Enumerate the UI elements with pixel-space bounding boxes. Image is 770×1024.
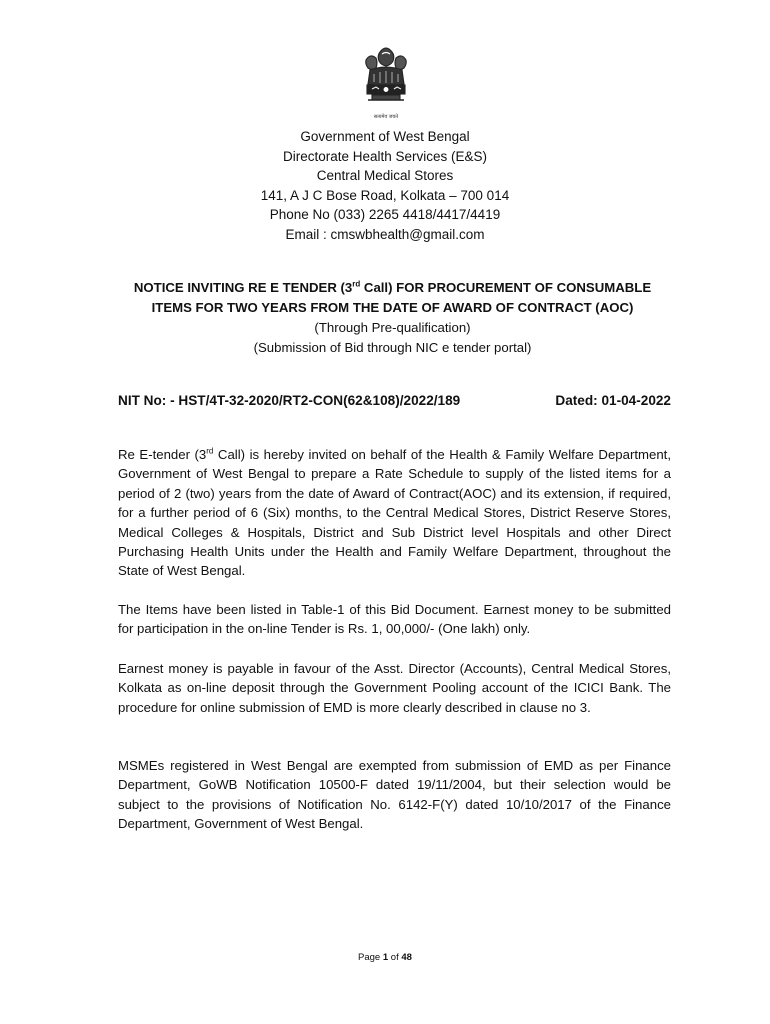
title-part-2: Call) FOR PROCUREMENT OF CONSUMABLE <box>360 280 652 295</box>
title-subtitle-submission: (Submission of Bid through NIC e tender portal) <box>253 340 532 355</box>
office-email: Email : cmswbhealth@gmail.com <box>285 226 485 242</box>
title-ordinal-suffix: rd <box>352 279 361 289</box>
title-subtitle-prequalification: (Through Pre-qualification) <box>314 320 471 335</box>
state-emblem-lion-capital-icon <box>358 42 414 124</box>
office-name: Central Medical Stores <box>316 168 454 184</box>
page-label: Page <box>358 952 381 963</box>
paragraph-items-earnest-money: The Items have been listed in Table-1 of this Bid Document. Earnest money to be submitted for participation in the on-line Tender is Rs. 1, 00,000/- (One lakh) only. <box>118 602 671 637</box>
emblem-motto: सत्यमेव जयते <box>373 114 399 120</box>
government-name: Government of West Bengal <box>300 129 470 144</box>
current-page-number: 1 <box>382 952 389 963</box>
p1-rest: Call) is hereby invited on behalf of the Health & Family Welfare Department, Government of West Bengal to prepare a Rate Schedule to supply of the listed items for a period of 2 (two) years from the date of Award of Contract(AOC) and its extension, if required, for a further period of 6 (Six) months, to the Central Medical Stores, District Reserve Stores, Medical Colleges & Hospitals, District and Sub District level Hospitals and other Direct Purchasing Health Units under the Health and Family Welfare Department, throughout the State of West Bengal. <box>118 447 672 579</box>
directorate-name: Directorate Health Services (E&S) <box>282 148 488 164</box>
title-line-2: ITEMS FOR TWO YEARS FROM THE DATE OF AWARD OF CONTRACT (AOC) <box>151 300 634 315</box>
p1-start: Re E-tender (3 <box>118 447 207 462</box>
paragraph-tender-invitation <box>118 445 671 581</box>
nit-line <box>118 391 671 411</box>
p1-ordinal-suffix: rd <box>206 446 214 456</box>
notice-title <box>100 278 685 358</box>
paragraph-msme-exemption: MSMEs registered in West Bengal are exempted from submission of EMD as per Finance Department, GoWB Notification 10500-F dated 19/11/2004, but their selection would be subject to the provisions of Notification No. 6142-F(Y) dated 10/10/2017 of the Finance Department, Government of West Bengal. <box>118 758 671 832</box>
page-footer <box>0 952 770 964</box>
nit-number: NIT No: - HST/4T-32-2020/RT2-CON(62&108)/2022/189 <box>118 393 461 408</box>
nit-date: Dated: 01-04-2022 <box>555 393 671 408</box>
office-header <box>0 127 770 245</box>
office-address: 141, A J C Bose Road, Kolkata – 700 014 <box>260 187 510 203</box>
total-page-count: 48 <box>401 952 412 963</box>
of-label: of <box>390 952 399 963</box>
title-part-1: NOTICE INVITING RE E TENDER (3 <box>133 280 353 295</box>
title-line-1 <box>100 278 685 298</box>
paragraph-emd-payment: Earnest money is payable in favour of the Asst. Director (Accounts), Central Medical Stores, Kolkata as on-line deposit through the Government Pooling account of the ICICI Bank. The procedure for online submission of EMD is more clearly described in clause no 3. <box>118 661 671 715</box>
office-phone: Phone No (033) 2265 4418/4417/4419 <box>269 207 501 223</box>
